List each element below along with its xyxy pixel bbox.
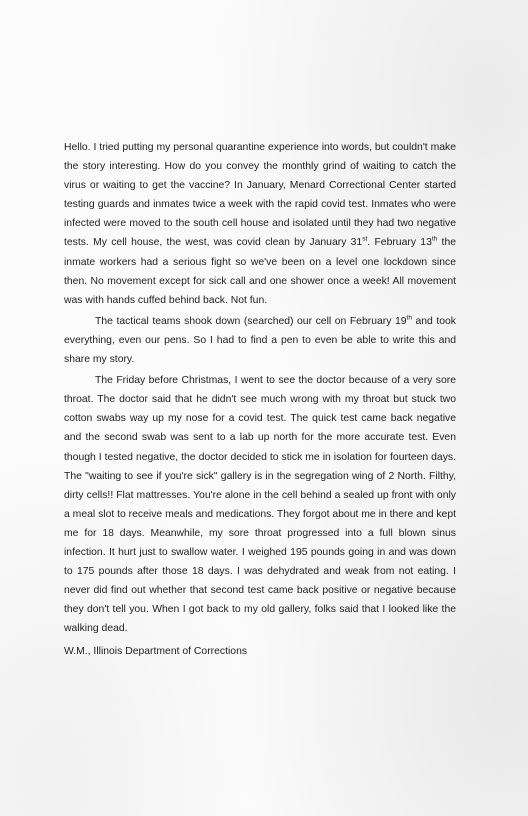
paragraph-1-text-c: the inmate workers had a serious fight so we've been on a level one lockdown since then. No movement except for sick call and one shower once a week! All movement was with hands cuffed behind back. Not fun. [64, 237, 456, 306]
ordinal-suffix: st [362, 236, 368, 243]
paragraph-2-text-b: and took everything, even our pens. So I had to find a pen to even be able to write this and share my story. [64, 315, 456, 366]
ordinal-suffix: th [406, 314, 412, 322]
ordinal-suffix: th [431, 236, 438, 243]
letter-body [64, 138, 456, 662]
paragraph-1-text-b: . February 13 [367, 237, 432, 249]
paragraph-1-text-a: Hello. I tried putting my personal quarantine experience into words, but couldn't make the story interesting. How do you convey the monthly grind of waiting to catch the virus or waiting to get the vaccine? In January, Menard Correctional Center started testing guards and inmates twice a week with the rapid covid test. Inmates who were infected were moved to the south cell house and isolated until they had two negative tests. My cell house, the west, was covid clean by January 31 [64, 142, 456, 249]
paragraph-3: The Friday before Christmas, I went to see the doctor because of a very sore throat. The doctor said that he didn't see much wrong with my throat but stuck two cotton swabs way up my nose for a covid test. The quick test came back negative and the second swab was sent to a lab up north for the more accurate test. Even though I tested negative, the doctor decided to stick me in isolation for fourteen days. The "waiting to see if you're sick" gallery is in the segregation wing of 2 North. Filthy, dirty cells!! Flat mattresses. You're alone in the cell behind a sealed up front with only a meal slot to receive meals and medications. They forgot about me in there and kept me for 18 days. Meanwhile, my sore throat progressed into a full blown sinus infection. It hurt just to swallow water. I weighed 195 pounds going in and was down to 175 pounds after those 18 days. I was dehydrated and weak from not eating. I never did find out whether that second test came back positive or negative because they don't tell you. When I got back to my old gallery, folks said that I looked like the walking dead. [64, 375, 456, 635]
signature-line: W.M., Illinois Department of Corrections [64, 646, 248, 658]
paragraph-2-text-a: The tactical teams shook down (searched) our cell on February 19 [95, 315, 407, 327]
paragraph-2 [64, 312, 456, 369]
paragraph-1 [64, 138, 456, 310]
